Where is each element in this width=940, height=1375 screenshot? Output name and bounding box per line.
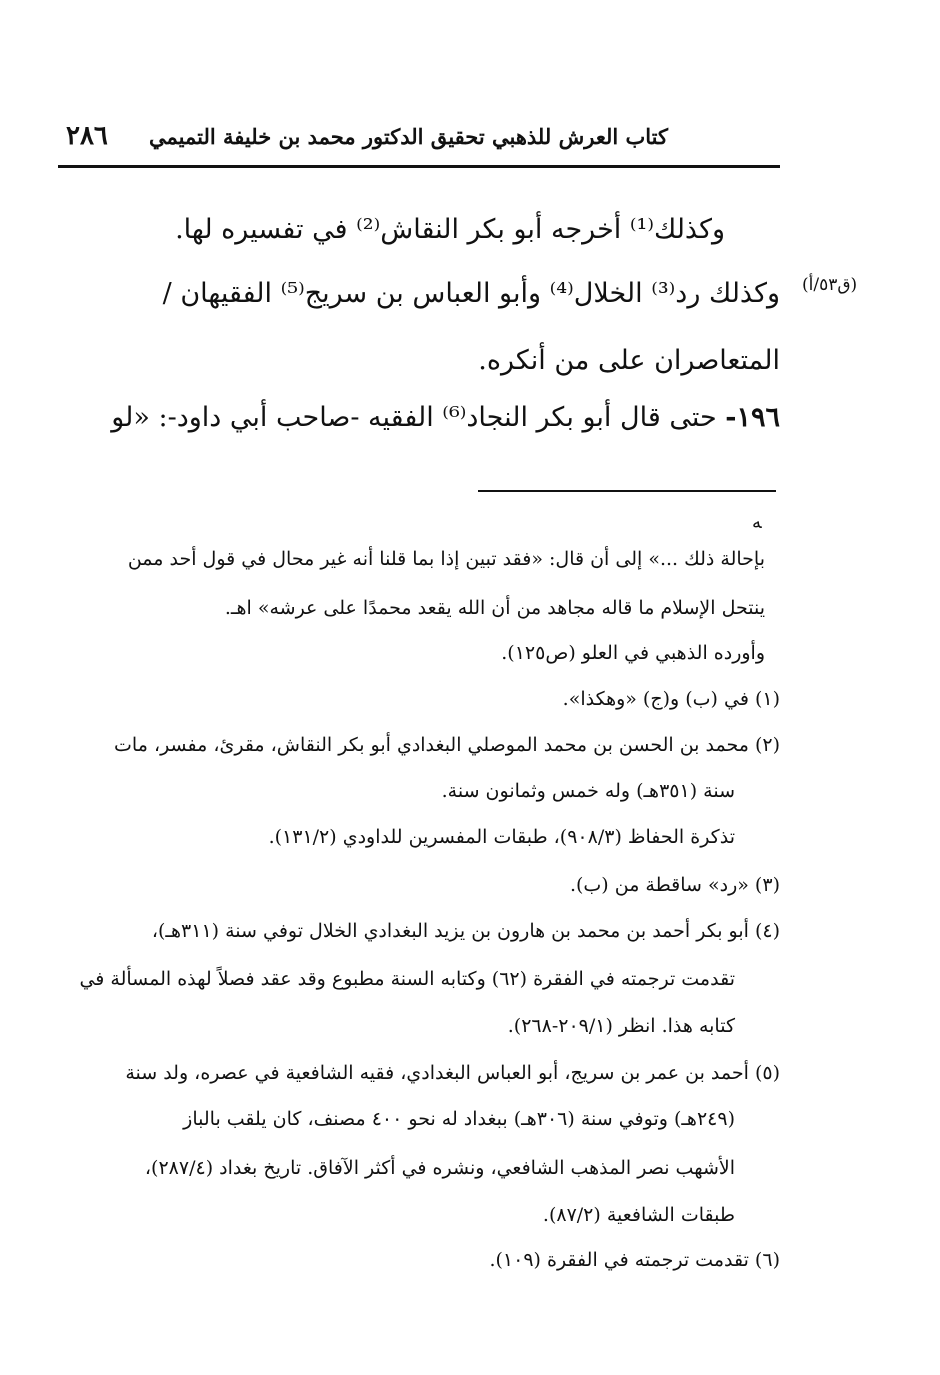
footnote-line: وأورده الذهبي في العلو (ص١٢٥). [501, 642, 765, 664]
footnote-divider [478, 490, 776, 492]
footnote-2: (٢) محمد بن الحسن بن محمد الموصلي البغدادي أبو بكر النقاش، مقرئ، مفسر، مات [114, 734, 780, 756]
footnote-line: تذكرة الحفاظ (٩٠٨/٣)، طبقات المفسرين للداودي (١٣١/٢). [268, 826, 735, 848]
item-number: ١٩٦- [725, 402, 780, 433]
footnote-5: (٥) أحمد بن عمر بن سريج، أبو العباس البغدادي، فقيه الشافعية في عصره، ولد سنة [125, 1062, 780, 1084]
manuscript-margin-reference: (ق٥٣/أ) [802, 275, 858, 295]
main-text-line-2: وكذلك رد⁽³⁾ الخلال⁽⁴⁾ وأبو العباس بن سريج⁽⁵⁾ الفقيهان / [162, 278, 780, 309]
main-text-line-1: وكذلك⁽¹⁾ أخرجه أبو بكر النقاش⁽²⁾ في تفسيره لها. [175, 214, 725, 245]
footnote-line: طبقات الشافعية (٨٧/٢). [542, 1204, 735, 1226]
footnote-line: بإحالة ذلك ...» إلى أن قال: «فقد تبين إذا بما قلنا أنه غير محال في قول أحد ممن [127, 548, 765, 570]
main-text-line-4-body: حتى قال أبو بكر النجاد⁽⁶⁾ الفقيه -صاحب أبي داود-: «لو [111, 402, 717, 433]
footnote-line: تقدمت ترجمته في الفقرة (٦٢) وكتابه السنة مطبوع وقد عقد فصلاً لهذه المسألة في [79, 968, 735, 990]
page-number: ٢٨٦ [66, 121, 108, 151]
footnote-line: الأشهب نصر المذهب الشافعي، ونشره في أكثر الآفاق. تاريخ بغداد (٢٨٧/٤)، [144, 1157, 735, 1179]
footnote-1: (١) في (ب) و(ج) «وهكذا». [562, 688, 780, 710]
main-text-line-3: المتعاصران على من أنكره. [478, 345, 780, 376]
continuation-mark: ﻪ [752, 512, 762, 533]
footnote-4: (٤) أبو بكر أحمد بن محمد بن هارون بن يزيد البغدادي الخلال توفي سنة (٣١١هـ)، [151, 920, 780, 942]
main-text-line-4 [111, 402, 780, 433]
header-divider [58, 165, 780, 168]
footnote-3: (٣) «رد» ساقطة من (ب). [569, 874, 780, 896]
header-title: كتاب العرش للذهبي تحقيق الدكتور محمد بن خليفة التميمي [149, 124, 668, 149]
footnote-line: سنة (٣٥١هـ) وله خمس وثمانون سنة. [441, 780, 735, 802]
footnote-line: ينتحل الإسلام ما قاله مجاهد من أن الله يقعد محمدًا على عرشه» اهـ. [224, 597, 765, 619]
footnote-6: (٦) تقدمت ترجمته في الفقرة (١٠٩). [489, 1249, 780, 1271]
footnote-line: (٢٤٩هـ) وتوفي سنة (٣٠٦هـ) ببغداد له نحو ٤٠٠ مصنف، كان يلقب بالباز [183, 1108, 735, 1130]
footnote-line: كتابه هذا. انظر (٢٠٩/١-٢٦٨). [507, 1015, 735, 1037]
